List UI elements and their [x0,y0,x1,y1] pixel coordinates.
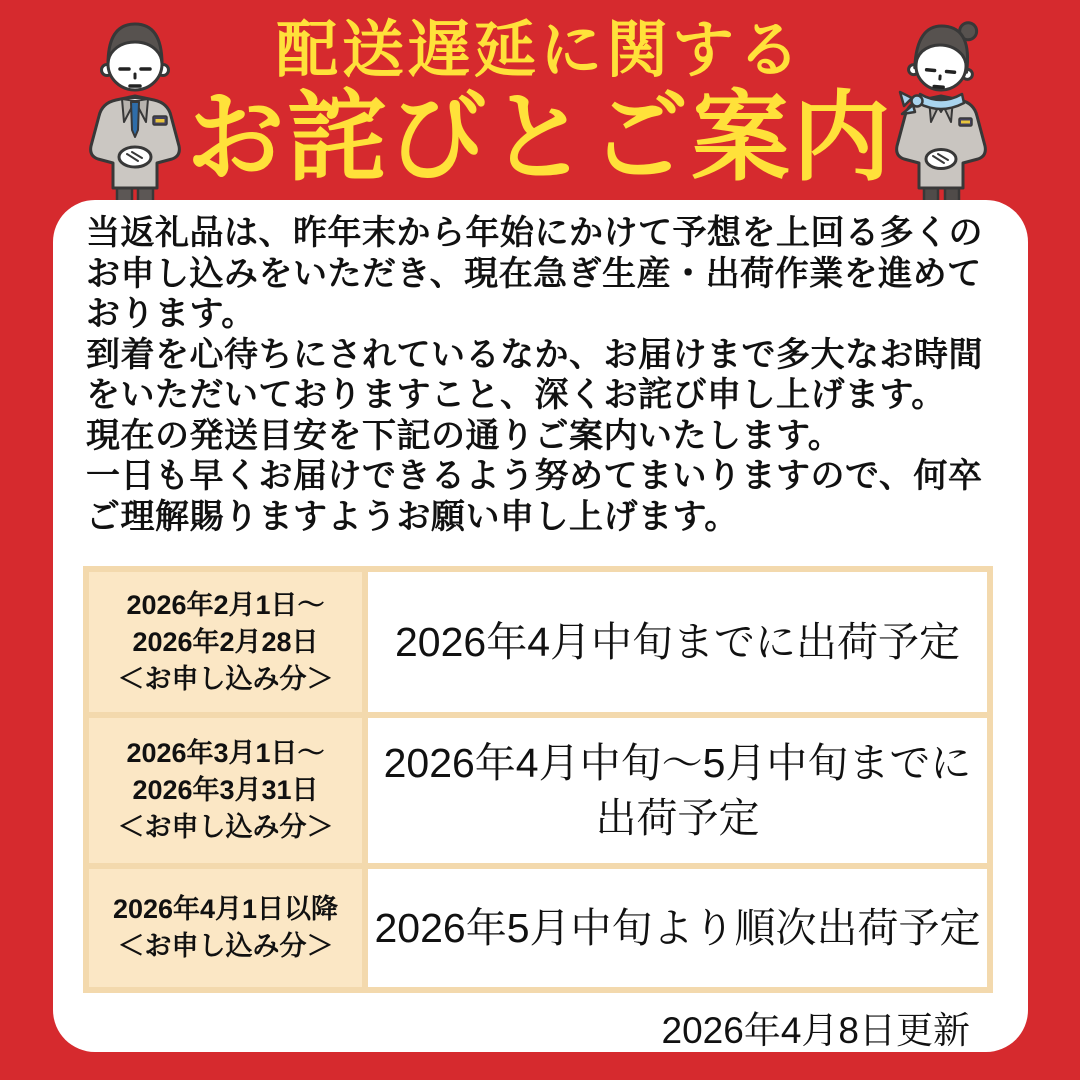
period-line: ＜お申し込み分＞ [117,812,334,842]
period-cell [89,572,368,712]
update-date: 2026年4月8日更新 [661,1010,970,1051]
notice-line: ご理解賜りますようお願い申し上げます。 [86,497,739,536]
table-row [89,572,987,712]
title-line-1: 配送遅延に関する [275,16,804,85]
notice-line: をいただいておりますこと、深くお詫び申し上げます。 [86,376,946,414]
page-title [0,16,1080,192]
schedule-line: 2026年4月中旬までに出荷予定 [394,618,960,665]
schedule-line: 2026年4月中旬～5月中旬までに [383,739,972,786]
period-line: ＜お申し込み分＞ [117,931,334,961]
notice-line: 現在の発送目安を下記の通りご案内いたします。 [86,416,843,455]
period-cell [89,718,368,863]
schedule-cell [368,572,987,712]
notice-card [53,200,1028,1052]
period-line: 2026年3月1日～ [126,738,325,768]
period-line: ＜お申し込み分＞ [117,663,334,694]
period-cell [89,869,368,987]
notice-line: 到着を心待ちにされているなか、お届けまで多大なお時間 [86,335,983,374]
notice-line: おります。 [86,295,256,333]
period-line: 2026年3月31日 [132,775,319,805]
period-line: 2026年4月1日以降 [112,894,339,924]
period-line: 2026年2月1日～ [126,589,325,620]
schedule-line: 2026年5月中旬より順次出荷予定 [374,904,981,951]
shipping-schedule-table [83,566,993,993]
apology-text [86,213,983,537]
notice-line: 当返礼品は、昨年末から年始にかけて予想を上回る多くの [86,214,983,252]
title-line-2: お詫びとご案内 [186,82,894,192]
notice-line: お申し込みをいただき、現在急ぎ生産・出荷作業を進めて [86,254,982,293]
table-row [89,863,987,987]
table-row [89,712,987,863]
notice-line: 一日も早くお届けできるよう努めてまいりますので、何卒 [86,457,983,495]
period-line: 2026年2月28日 [132,626,319,657]
schedule-line: 出荷予定 [595,794,760,841]
schedule-cell [368,718,987,863]
schedule-cell [368,869,987,987]
